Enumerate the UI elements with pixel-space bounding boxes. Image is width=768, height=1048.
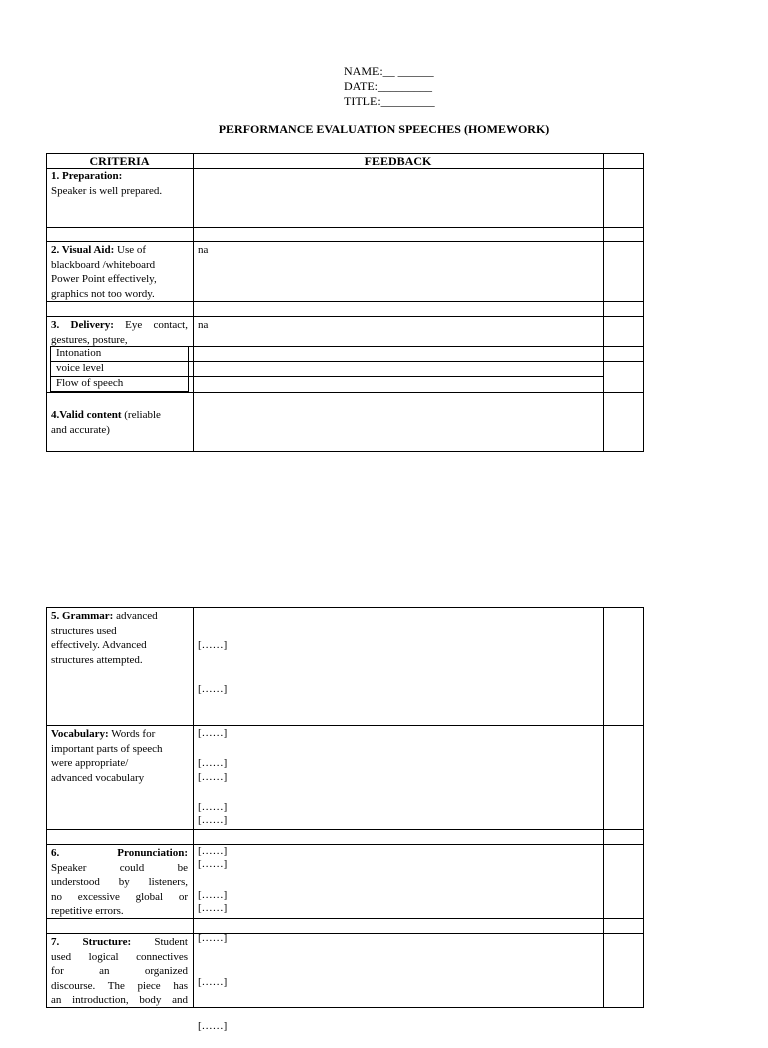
bracket-slot: [……] bbox=[198, 844, 228, 857]
valid-content-criterion: 4.Valid content (reliable and accurate) bbox=[51, 409, 161, 436]
delivery-criterion: 3. Delivery: Eye contact, gestures, posture, bbox=[51, 319, 188, 346]
delivery-sub-intonation: Intonation bbox=[56, 347, 102, 359]
bracket-slot: [……] bbox=[198, 757, 228, 770]
bracket-slot: [……] bbox=[198, 682, 228, 695]
bracket-slot: [……] bbox=[198, 932, 228, 945]
bracket-slot: [……] bbox=[198, 976, 228, 989]
bracket-slot: [……] bbox=[198, 1019, 228, 1032]
bracket-slot: [……] bbox=[198, 800, 228, 813]
document-title: PERFORMANCE EVALUATION SPEECHES (HOMEWORK) bbox=[218, 122, 550, 136]
date-field: DATE:_________ bbox=[344, 79, 432, 93]
name-field: NAME:__ ______ bbox=[344, 64, 434, 78]
bracket-slot: [……] bbox=[198, 639, 228, 652]
title-field: TITLE:_________ bbox=[344, 94, 435, 108]
bracket-slot: [……] bbox=[198, 858, 228, 871]
bracket-slot: [……] bbox=[198, 888, 228, 901]
visual-aid-feedback: na bbox=[198, 244, 209, 256]
pronunciation-criterion: 6. Pronunciation: Speaker could be understood by listeners, no excessive global or repetitive errors. bbox=[51, 847, 188, 917]
vocabulary-criterion: Vocabulary: Words for important parts of speech were appropriate/ advanced vocabulary bbox=[51, 728, 163, 784]
delivery-sub-flow: Flow of speech bbox=[56, 377, 124, 389]
preparation-criterion: 1. Preparation: Speaker is well prepared. bbox=[51, 170, 163, 197]
bracket-slot: [……] bbox=[198, 770, 228, 783]
feedback-header: FEEDBACK bbox=[364, 154, 432, 168]
visual-aid-criterion: 2. Visual Aid: Use of blackboard /whiteboard Power Point effectively, graphics not too wordy. bbox=[51, 244, 157, 300]
bracket-slot: [……] bbox=[198, 814, 228, 827]
criteria-header: CRITERIA bbox=[89, 154, 150, 168]
bracket-slot: [……] bbox=[198, 901, 228, 914]
delivery-feedback: na bbox=[198, 319, 209, 331]
delivery-sub-voice-level: voice level bbox=[56, 362, 104, 374]
bracket-slot: [……] bbox=[198, 726, 228, 739]
vocabulary-checkbox-list bbox=[198, 727, 227, 1048]
structure-criterion: 7. Structure: Student used logical connectives for an organized discourse. The piece has an introduction, body and bbox=[51, 936, 188, 1006]
grammar-criterion: 5. Grammar: advanced structures used effectively. Advanced structures attempted. bbox=[51, 610, 158, 666]
